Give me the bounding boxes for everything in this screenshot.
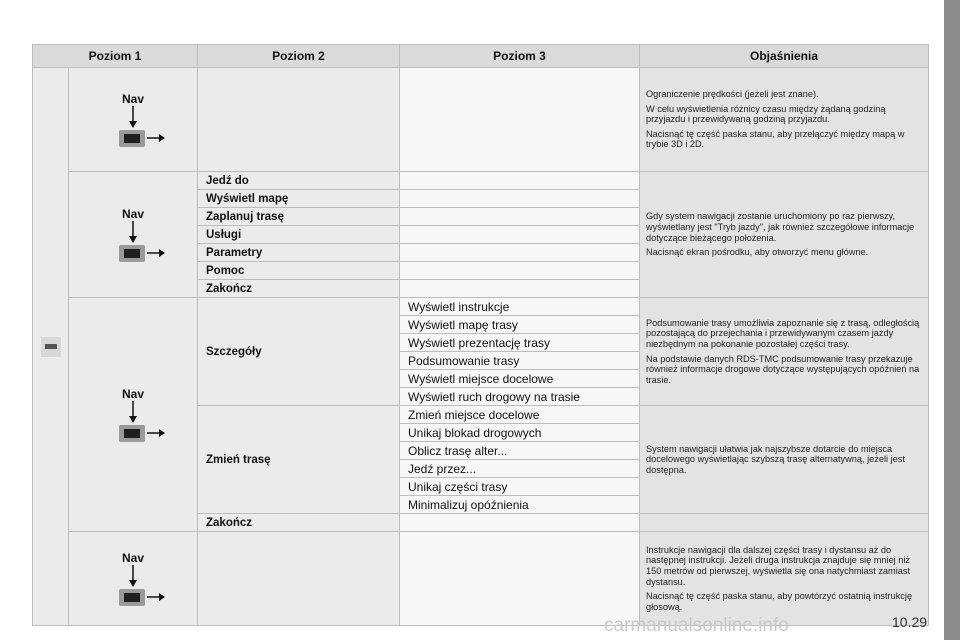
explanation-cell: System nawigacji ułatwia jak najszybsze dotarcie do miejsca docelowego wyświetlając szybszą trasę alternatywną, jeżeli jest dostępna.: [640, 406, 929, 514]
menu-item-level2[interactable]: Parametry: [198, 244, 400, 262]
nav-cell: [69, 172, 198, 298]
header-level3: Poziom 3: [400, 45, 640, 68]
menu-item-level3[interactable]: Oblicz trasę alter...: [400, 442, 640, 460]
table-row: [33, 172, 929, 190]
nav-label: Nav: [121, 206, 144, 221]
menu-item-level2[interactable]: Pomoc: [198, 262, 400, 280]
menu-item-level3[interactable]: Jedź przez...: [400, 460, 640, 478]
menu-item-level2[interactable]: Szczegóły: [198, 298, 400, 406]
arrow-right-icon: [147, 592, 165, 602]
nav-label: Nav: [121, 91, 144, 106]
explanation-cell: Gdy system nawigacji zostanie uruchomiony po raz pierwszy, wyświetlany jest "Tryb jazdy", jak również szczegółowe informacje dotyczące bieżącego położenia. Nacisnąć ekran pośrodku, aby otworzyć menu główne.: [640, 172, 929, 298]
table-row: [33, 532, 929, 626]
nav-cell: [69, 68, 198, 172]
arrow-down-icon: [128, 221, 138, 243]
menu-item-level2[interactable]: Zakończ: [198, 280, 400, 298]
status-bar-icon-cell: [33, 68, 69, 626]
screen-icon: [119, 589, 145, 606]
table-header-row: [33, 45, 929, 68]
page-number: 10.29: [892, 614, 928, 630]
navigation-menu-table: [32, 44, 929, 626]
header-level2: Poziom 2: [198, 45, 400, 68]
menu-item-level3[interactable]: Wyświetl prezentację trasy: [400, 334, 640, 352]
menu-item-level2[interactable]: Zakończ: [198, 514, 400, 532]
menu-item-level3[interactable]: Wyświetl mapę trasy: [400, 316, 640, 334]
menu-item-level3[interactable]: Wyświetl instrukcje: [400, 298, 640, 316]
screen-icon: [119, 245, 145, 262]
explanation-cell: Podsumowanie trasy umożliwia zapoznanie się z trasą, odległością pozostającą do przejechania i przewidywanym czasem jazdy niezbędnym na pokonanie pozostałej części trasy. Na podstawie danych RDS-TMC podsumowanie trasy przekazuje również informacje drogowe dotyczące występujących opóźnień na trasie.: [640, 298, 929, 406]
explanation-cell: Ograniczenie prędkości (jeżeli jest znane). W celu wyświetlenia różnicy czasu między żądaną godziną przyjazdu i przewidywaną godziną przyjazdu. Nacisnąć tę część paska stanu, aby przełączyć między mapą w trybie 3D i 2D.: [640, 68, 929, 172]
menu-item-level3[interactable]: Unikaj części trasy: [400, 478, 640, 496]
watermark: carmanualsonline.info: [604, 615, 789, 636]
screen-icon: [119, 425, 145, 442]
nav-cell: [69, 532, 198, 626]
nav-label: Nav: [121, 550, 144, 565]
header-explanations: Objaśnienia: [640, 45, 929, 68]
menu-item-level3[interactable]: Wyświetl ruch drogowy na trasie: [400, 388, 640, 406]
header-level1: Poziom 1: [33, 45, 198, 68]
menu-item-level2[interactable]: Wyświetl mapę: [198, 190, 400, 208]
nav-label: Nav: [121, 386, 144, 401]
page-edge-tab: [944, 0, 960, 640]
table-row: [33, 68, 929, 172]
menu-item-level2[interactable]: Jedź do: [198, 172, 400, 190]
arrow-down-icon: [128, 106, 138, 128]
arrow-right-icon: [147, 133, 165, 143]
arrow-right-icon: [147, 428, 165, 438]
table-row: [33, 298, 929, 316]
status-bar-icon: [41, 337, 61, 357]
menu-item-level3[interactable]: Wyświetl miejsce docelowe: [400, 370, 640, 388]
menu-item-level3[interactable]: Zmień miejsce docelowe: [400, 406, 640, 424]
nav-cell: [69, 298, 198, 532]
menu-item-level2[interactable]: Zmień trasę: [198, 406, 400, 514]
explanation-cell: Instrukcje nawigacji dla dalszej części trasy i dystansu aż do następnej instrukcji. Jeżeli druga instrukcja znajduje się mniej niż 150 metrów od pierwszej, wyświetla się ona natychmiast zamiast dystansu. Nacisnąć tę część paska stanu, aby powtórzyć ostatnią instrukcję głosową.: [640, 532, 929, 626]
screen-icon: [119, 130, 145, 147]
arrow-down-icon: [128, 401, 138, 423]
arrow-right-icon: [147, 248, 165, 258]
menu-item-level2[interactable]: Usługi: [198, 226, 400, 244]
menu-item-level3[interactable]: Podsumowanie trasy: [400, 352, 640, 370]
menu-item-level3[interactable]: Unikaj blokad drogowych: [400, 424, 640, 442]
menu-item-level3[interactable]: Minimalizuj opóźnienia: [400, 496, 640, 514]
menu-item-level2[interactable]: Zaplanuj trasę: [198, 208, 400, 226]
arrow-down-icon: [128, 565, 138, 587]
